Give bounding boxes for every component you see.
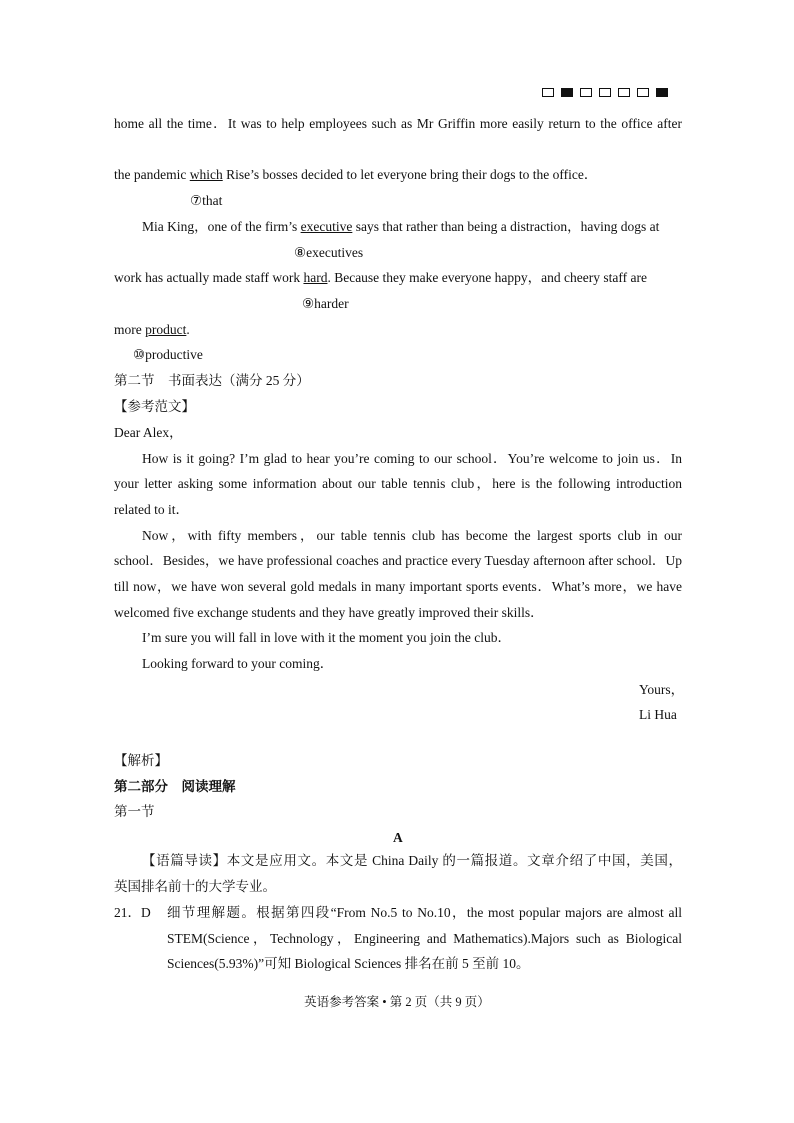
text-segment: work has actually made staff work bbox=[114, 270, 304, 285]
header-mark bbox=[580, 88, 592, 97]
correction-7: ⑦that bbox=[190, 193, 223, 208]
correction-line-2 bbox=[114, 166, 597, 184]
correction-10: ⑩productive bbox=[133, 347, 203, 362]
question-number: 21．D bbox=[114, 905, 151, 920]
error-word: hard bbox=[303, 270, 328, 285]
text-segment: more bbox=[114, 322, 146, 337]
text-segment: . bbox=[186, 322, 190, 337]
correction-line-4 bbox=[114, 269, 647, 287]
text-segment: the pandemic bbox=[114, 167, 190, 182]
passage-label: A bbox=[393, 830, 403, 845]
header-mark bbox=[599, 88, 611, 97]
letter-paragraph-line: How is it going? I’m glad to hear you’re coming to our school．You’re welcome to join us．In bbox=[142, 451, 682, 466]
correction-9: ⑨harder bbox=[302, 296, 349, 311]
text-segment: Mia King，one of the firm’s bbox=[142, 219, 301, 234]
correction-8: ⑧executives bbox=[294, 245, 364, 260]
header-mark bbox=[618, 88, 630, 97]
letter-closing: Yours， bbox=[639, 682, 685, 697]
letter-greeting: Dear Alex， bbox=[114, 425, 183, 440]
question-explanation-line: STEM(Science，Technology，Engineering and Mathematics).Majors such as Biological bbox=[167, 931, 682, 946]
error-word: which bbox=[189, 167, 223, 182]
error-word: executive bbox=[300, 219, 353, 234]
header-mark bbox=[561, 88, 573, 97]
letter-paragraph-line: Looking forward to your coming． bbox=[142, 656, 334, 671]
letter-paragraph-line: related to it． bbox=[114, 502, 189, 517]
analysis-title: 【解析】 bbox=[114, 753, 168, 768]
passage-intro-line: 【语篇导读】本文是应用文。本文是 China Daily 的一篇报道。文章介绍了中国，美国， bbox=[142, 853, 682, 868]
correction-line-1: home all the time．It was to help employees such as Mr Griffin more easily return to the office after bbox=[114, 116, 682, 131]
text-segment: Rise’s bosses decided to let everyone bring their dogs to the office． bbox=[222, 167, 598, 182]
section-title: 第二节 书面表达（满分 25 分） bbox=[114, 373, 310, 388]
subsection-title: 第一节 bbox=[114, 804, 155, 819]
letter-signature: Li Hua bbox=[639, 707, 677, 722]
part-title: 第二部分 阅读理解 bbox=[114, 779, 236, 794]
header-mark bbox=[542, 88, 554, 97]
letter-paragraph-line: till now，we have won several gold medals in many important sports events．What’s more，we have bbox=[114, 579, 682, 594]
letter-paragraph-line: Now，with fifty members，our table tennis club has become the largest sports club in our bbox=[142, 528, 682, 543]
text-segment: says that rather than being a distraction，having dogs at bbox=[352, 219, 660, 234]
letter-paragraph-line: your letter asking some information about our table tennis club，here is the following introduction bbox=[114, 476, 682, 491]
question-explanation-line: 细节理解题。根据第四段“From No.5 to No.10，the most popular majors are almost all bbox=[167, 905, 682, 920]
header-mark bbox=[637, 88, 649, 97]
question-explanation-line: Sciences(5.93%)”可知 Biological Sciences 排名在前 5 至前 10。 bbox=[167, 956, 530, 971]
text-segment: . Because they make everyone happy，and cheery staff are bbox=[327, 270, 647, 285]
passage-intro-line: 英国排名前十的大学专业。 bbox=[114, 879, 276, 894]
header-mark bbox=[656, 88, 668, 97]
letter-paragraph-line: I’m sure you will fall in love with it the moment you join the club． bbox=[142, 630, 511, 645]
correction-line-5 bbox=[114, 321, 190, 339]
correction-line-3 bbox=[142, 218, 659, 236]
letter-paragraph-line: school．Besides，we have professional coaches and practice every Tuesday afternoon after school．Up bbox=[114, 553, 682, 568]
letter-paragraph-line: welcomed five exchange students and they have greatly improved their skills． bbox=[114, 605, 544, 620]
error-word: product bbox=[145, 322, 187, 337]
reference-title: 【参考范文】 bbox=[114, 399, 195, 414]
header-marks bbox=[542, 88, 668, 99]
page-footer: 英语参考答案 • 第 2 页（共 9 页） bbox=[304, 995, 490, 1009]
